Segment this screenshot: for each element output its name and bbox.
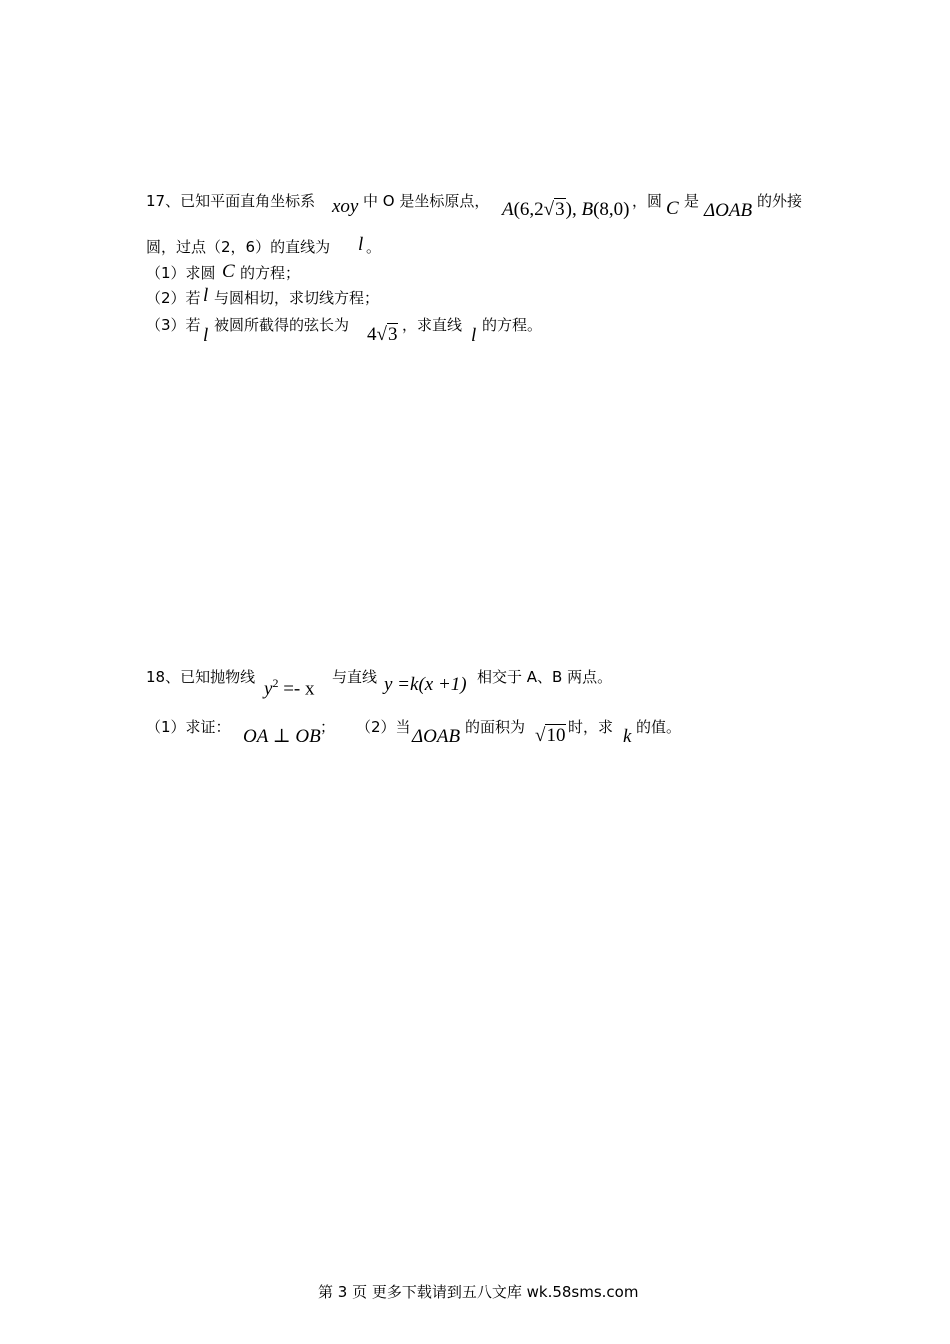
q18-triangle-math: ΔOAB: [412, 726, 461, 747]
q18-area-math: √10: [535, 725, 566, 746]
q18-area-text: 的面积为: [465, 718, 526, 736]
q17-p3-l2-math: l: [471, 325, 477, 346]
q17-line-l-math: l: [358, 234, 364, 255]
q17-circle-text: ，圆: [632, 192, 663, 210]
q17-p3-end: 的方程。: [482, 316, 543, 334]
q18-line-math: y =k(x +1): [384, 674, 467, 695]
q18-intro-text: 18、已知抛物线: [146, 668, 256, 686]
q17-xoy-math: xoy: [332, 196, 359, 217]
q17-triangle-math: ΔOAB: [704, 200, 753, 221]
q17-p3-l-math: l: [203, 325, 209, 346]
q17-intro-text: 17、已知平面直角坐标系: [146, 192, 316, 210]
q18-line-text: 与直线: [332, 668, 378, 686]
q17-origin-text: 中 O 是坐标原点，: [363, 192, 490, 210]
q17-points-math: A(6,2√3), B(8,0): [502, 199, 630, 220]
q18-end: 的值。: [636, 718, 682, 736]
q17-p1-c-math: C: [222, 261, 235, 282]
q18-p2-text: （2）当: [356, 718, 411, 736]
q18-parabola-math: $y^2 =- x$: [264, 676, 315, 700]
q18-intersect-text: 相交于 A、B 两点。: [477, 668, 613, 686]
q17-p2-text: （2）若: [146, 289, 201, 307]
q18-perp-math: OA ⊥ OB: [243, 726, 321, 747]
q17-circle-c-math: C: [666, 198, 679, 219]
q17-is-text: 是: [684, 192, 700, 210]
q17-circumscribed-text: 的外接: [757, 192, 803, 210]
q17-p3-chord-text: 被圆所截得的弦长为: [214, 316, 350, 334]
q17-p1-text: （1）求圆: [146, 264, 216, 282]
page-footer: 第 3 页 更多下载请到五八文库 wk.58sms.com: [318, 1283, 639, 1301]
q18-k-math: k: [623, 726, 632, 747]
q17-p3-line-text: ，求直线: [402, 316, 463, 334]
q17-p2-l-math: l: [203, 285, 209, 306]
q17-p1-end: 的方程；: [240, 264, 301, 282]
q17-p3-text: （3）若: [146, 316, 201, 334]
q18-find-text: 时，求: [568, 718, 614, 736]
q17-p2-end: 与圆相切，求切线方程；: [214, 289, 380, 307]
q17-line2-end: 。: [366, 238, 382, 256]
q18-p1-end: ；: [320, 718, 336, 736]
q17-line2-text: 圆，过点（2，6）的直线为: [146, 238, 331, 256]
q18-p1-text: （1）求证：: [146, 718, 231, 736]
q17-p3-length-math: 4√3: [367, 324, 398, 345]
